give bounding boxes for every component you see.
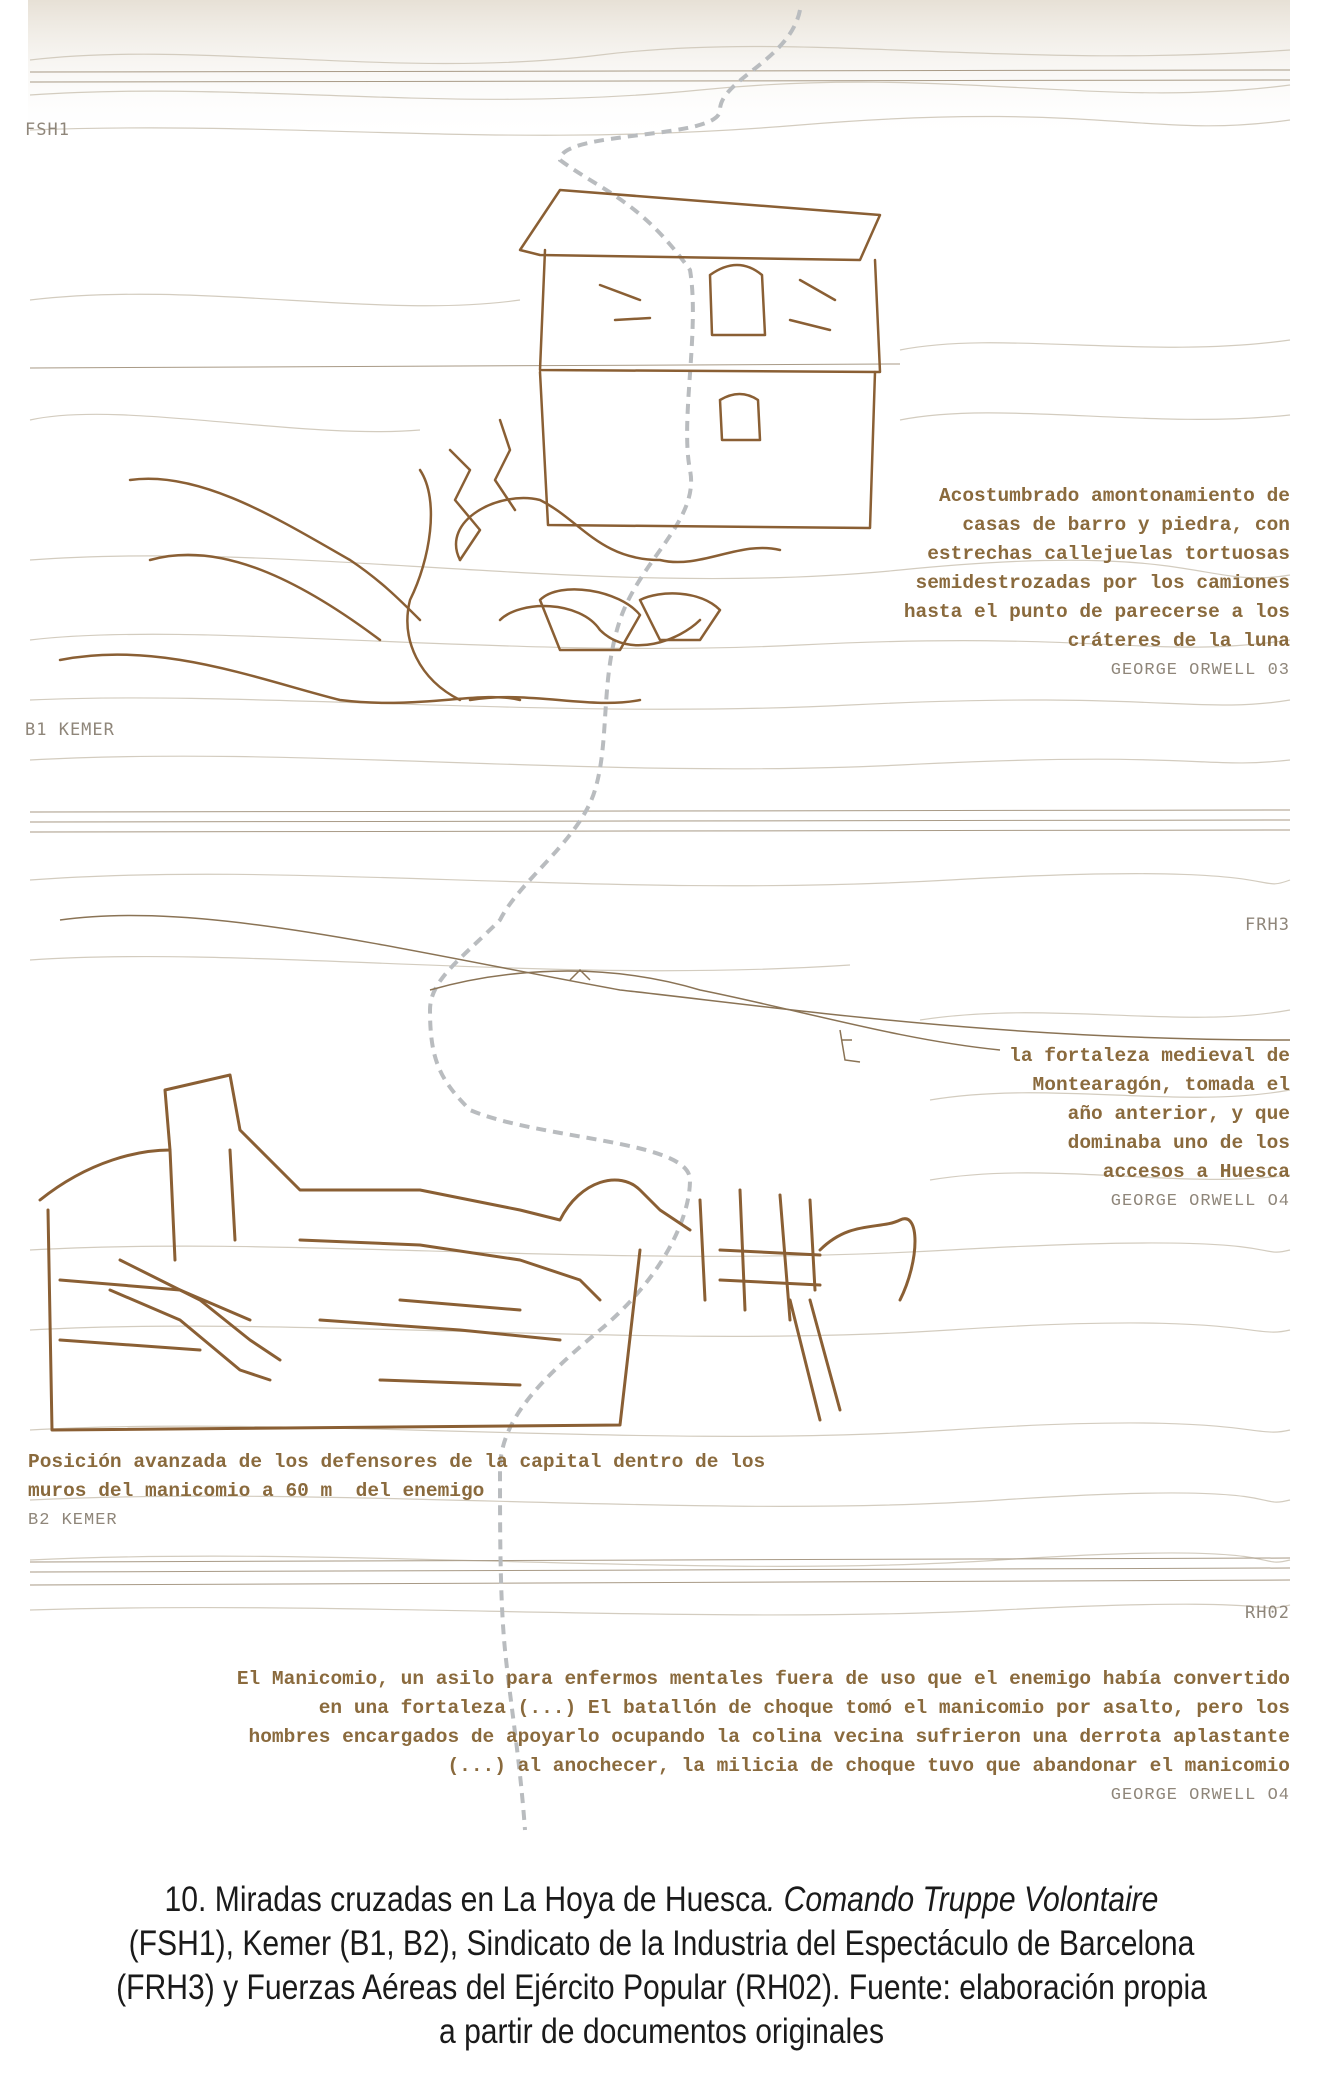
caption-line-4: a partir de documentos originales bbox=[438, 2012, 885, 2051]
caption-line-1 bbox=[93, 1878, 1231, 1922]
quote-line: semidestrozadas por los camiones bbox=[915, 572, 1290, 594]
quote-citation: B2 KEMER bbox=[28, 1511, 118, 1530]
panorama-lines bbox=[30, 70, 1290, 1585]
label-fsh1: FSH1 bbox=[25, 120, 70, 140]
quote-line: la fortaleza medieval de bbox=[1009, 1045, 1290, 1067]
sketch-ruined-house bbox=[60, 190, 880, 703]
quote-orwell-04-montearagon bbox=[1009, 1042, 1290, 1216]
quote-line: en una fortaleza (...) El batallón de choque tomó el manicomio por asalto, pero los bbox=[318, 1697, 1290, 1719]
quote-line: año anterior, y que bbox=[1067, 1103, 1290, 1125]
quote-line: El Manicomio, un asilo para enfermos mentales fuera de uso que el enemigo había convertido bbox=[236, 1668, 1290, 1690]
quote-line: estrechas callejuelas tortuosas bbox=[927, 543, 1290, 565]
quote-line: muros del manicomio a 60 m del enemigo bbox=[28, 1480, 485, 1502]
caption-line-3: (FRH3) y Fuerzas Aéreas del Ejército Popular (RH02). Fuente: elaboración propia bbox=[116, 1968, 1207, 2007]
caption-italic: . Comando Truppe Volontaire bbox=[766, 1880, 1159, 1919]
quote-citation: GEORGE ORWELL 03 bbox=[1110, 661, 1290, 680]
sketch-manicomio-walls bbox=[40, 1075, 915, 1430]
label-frh3: FRH3 bbox=[1245, 915, 1290, 935]
label-b1-kemer: B1 KEMER bbox=[25, 720, 115, 740]
quote-line: casas de barro y piedra, con bbox=[962, 514, 1290, 536]
label-rh02: RH02 bbox=[1245, 1603, 1290, 1623]
sketch-hill-features bbox=[60, 915, 1290, 1062]
quote-orwell-03 bbox=[904, 482, 1290, 685]
quote-line: cráteres de la luna bbox=[1067, 630, 1290, 652]
quote-line: dominaba uno de los bbox=[1067, 1132, 1290, 1154]
quote-line: hasta el punto de parecerse a los bbox=[903, 601, 1290, 623]
quote-orwell-04-manicomio bbox=[237, 1665, 1290, 1810]
quote-line: Montearagón, tomada el bbox=[1032, 1074, 1290, 1096]
caption-text: 10. Miradas cruzadas en La Hoya de Huesca bbox=[164, 1880, 767, 1919]
quote-b2-kemer bbox=[28, 1448, 765, 1535]
figure-caption bbox=[93, 1878, 1231, 2054]
caption-line-2: (FSH1), Kemer (B1, B2), Sindicato de la Industria del Espectáculo de Barcelona bbox=[128, 1924, 1195, 1963]
quote-line: hombres encargados de apoyarlo ocupando la colina vecina sufrieron una derrota aplastante bbox=[248, 1726, 1290, 1748]
quote-line: Posición avanzada de los defensores de la capital dentro de los bbox=[28, 1451, 766, 1473]
quote-citation: GEORGE ORWELL O4 bbox=[1110, 1192, 1290, 1211]
quote-citation: GEORGE ORWELL O4 bbox=[1110, 1786, 1290, 1805]
quote-line: accesos a Huesca bbox=[1102, 1161, 1290, 1183]
flight-path-dashed bbox=[430, 10, 800, 1830]
quote-line: Acostumbrado amontonamiento de bbox=[938, 485, 1290, 507]
quote-line: (...) al anochecer, la milicia de choque tuvo que abandonar el manicomio bbox=[447, 1755, 1290, 1777]
